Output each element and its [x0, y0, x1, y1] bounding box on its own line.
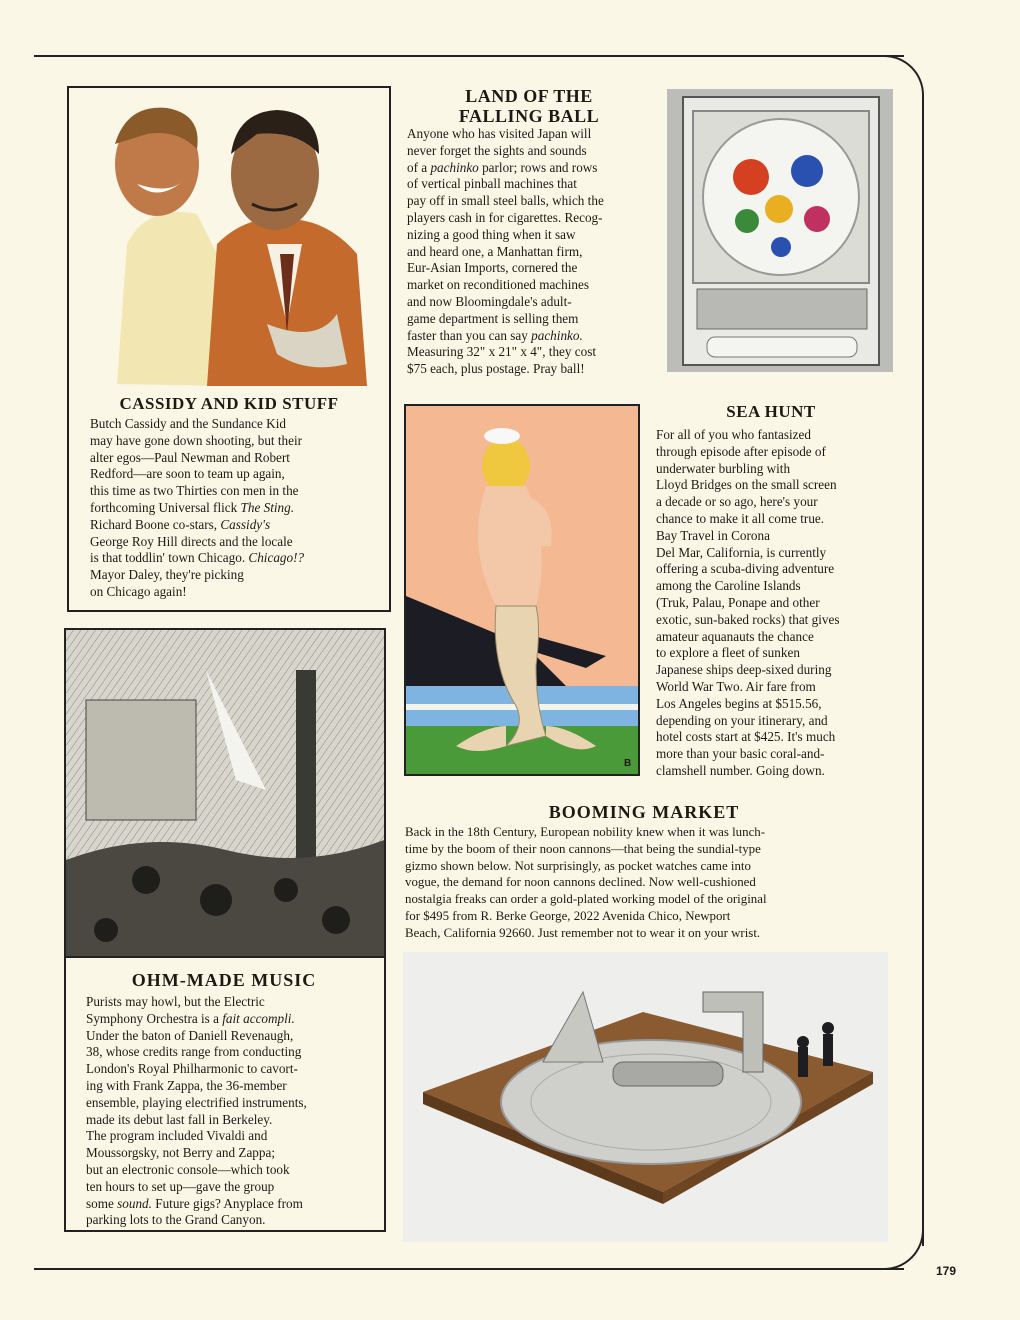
riot-engraving: [66, 630, 384, 958]
cassidy-body: Butch Cassidy and the Sundance Kid may have gone down shooting, but their alter egos—Paul Newman and Robert Redford—are soon to team up again, this time as two Thirties con men in the forthcoming Universal flick The Sting. Richard Boone co-stars, Cassidy's George Roy Hill directs and the locale is that toddlin' town Chicago. Chicago!? Mayor Daley, they're picking on Chicago again!: [90, 416, 305, 599]
ohm-headline: OHM-MADE MUSIC: [131, 970, 317, 990]
pachinko-body: Anyone who has visited Japan will never forget the sights and sounds of a pachinko parlor; rows and rows of vertical pinball machines that pay off in small steel balls, which the players cash in for cigarettes. Recog- nizing a good thing when it saw and heard one, a Manhattan firm, Eur-Asian Imports, cornered the market on reconditioned machines and now Bloomingdale's adult- game department is selling them faster than you can say pachinko. Measuring 32" x 21" x 4", they cost $75 each, plus postage. Pray ball!: [407, 126, 604, 377]
booming-headline: BOOMING MARKET: [548, 802, 740, 822]
frame-bottom-rule: [34, 1268, 904, 1270]
seahunt-headline: SEA HUNT: [726, 402, 816, 421]
seahunt-body: For all of you who fantasized through episode after episode of underwater burbling with Lloyd Bridges on the small screen a decade or so ago, here's your chance to make it all come true. Bay Travel in Corona Del Mar, California, is currently offering a scuba-diving adventure among the Caroline Islands (Truk, Palau, Ponape and other exotic, sun-baked rocks) that gives amateur aquanauts the chance to explore a fleet of sunken Japanese ships deep-sixed during World War Two. Air fare from Los Angeles begins at $515.56, depending on your itinerary, and hotel costs start at $425. It's much more than your basic coral-and- clamshell number. Going down.: [656, 427, 840, 778]
cassidy-box: [67, 86, 391, 612]
newman-redford-caricature: [87, 94, 373, 386]
frame-top-rule: [34, 55, 904, 57]
ohm-box: [64, 628, 386, 1232]
pachinko-machine-photo: [667, 89, 893, 372]
mermaid-illustration: [404, 404, 640, 776]
mermaid-artist-mark: B: [624, 758, 632, 769]
booming-body: Back in the 18th Century, European nobility knew when it was lunch- time by the boom of their noon cannons—that being the sundial-type gizmo shown below. Not surprisingly, as pocket watches came into vogue, the demand for noon cannons declined. Now well-cushioned nostalgia freaks can order a gold-plated working model of the original for $495 from R. Berke George, 2022 Avenida Chico, Newport Beach, California 92660. Just remember not to wear it on your wrist.: [405, 825, 767, 940]
pachinko-headline-line2: FALLING BALL: [458, 106, 600, 126]
cassidy-headline: CASSIDY AND KID STUFF: [119, 394, 339, 413]
noon-cannon-photo: [403, 952, 888, 1242]
pachinko-headline-line1: LAND OF THE: [465, 86, 593, 106]
frame-right-rule: [922, 96, 924, 1246]
page-number: 179: [936, 1264, 957, 1278]
ohm-body: Purists may howl, but the Electric Symphony Orchestra is a fait accompli. Under the baton of Daniell Revenaugh, 38, whose credits range from conducting London's Royal Philharmonic to cavort- ing with Frank Zappa, the 36-member ensemble, playing electrified instruments, made its debut last fall in Berkeley. The program included Vivaldi and Moussorgsky, not Berry and Zappa; but an electronic console—which took ten hours to set up—gave the group some sound. Future gigs? Anyplace from parking lots to the Grand Canyon.: [86, 994, 307, 1228]
